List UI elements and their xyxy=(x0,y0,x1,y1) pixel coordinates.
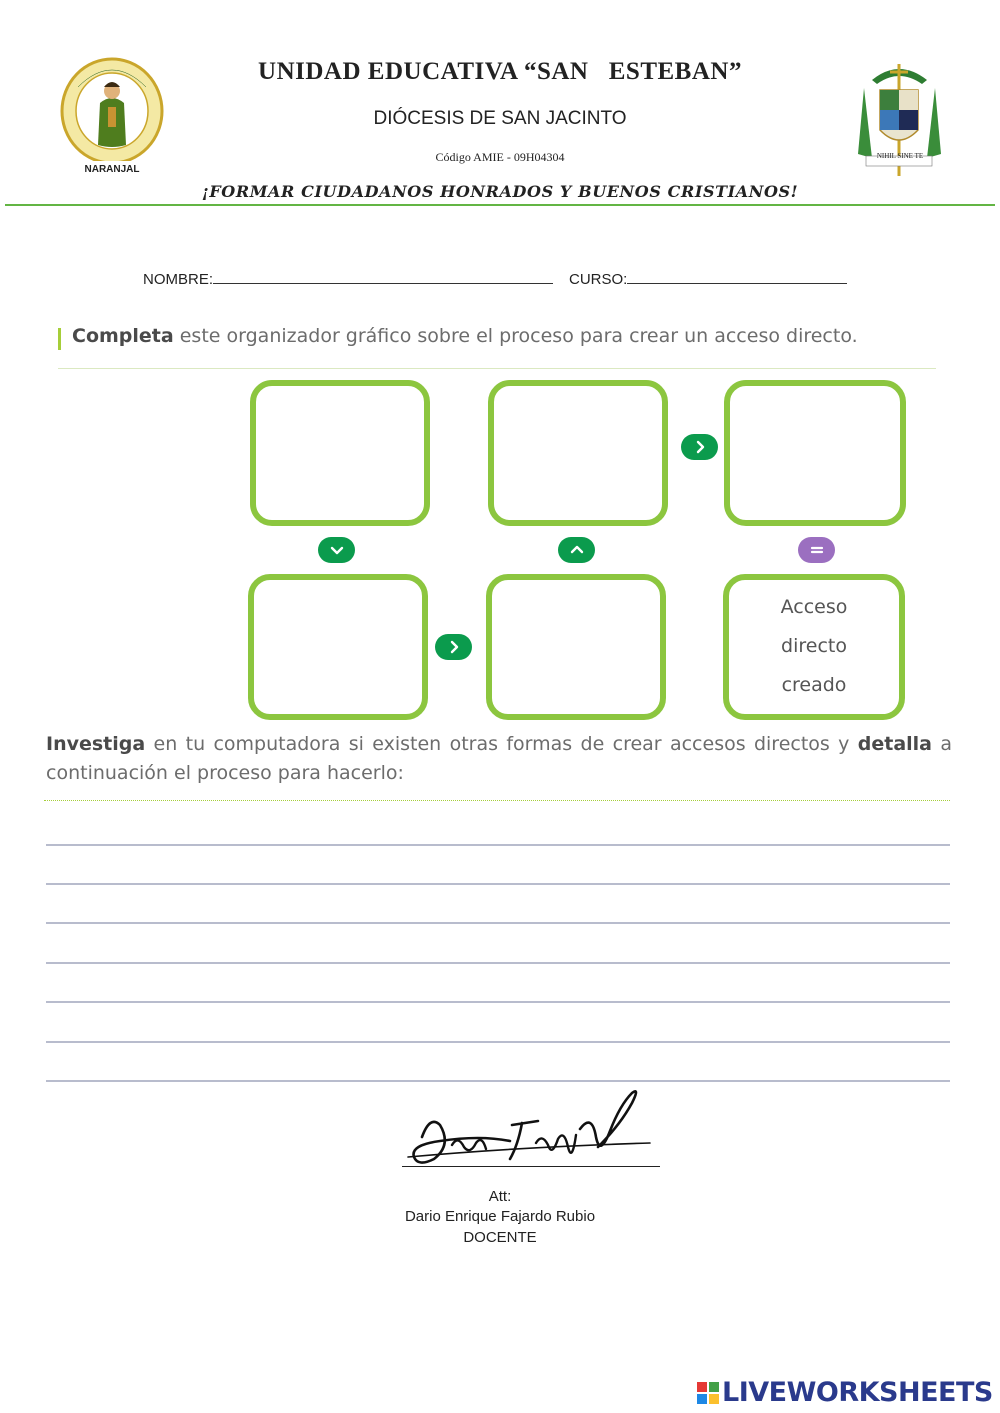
school-motto: ¡FORMAR CIUDADANOS HONRADOS Y BUENOS CRISTIANOS! xyxy=(201,182,799,201)
coat-of-arms-motto: NIHIL SINE TE xyxy=(876,152,924,160)
chevron-right-icon xyxy=(681,434,718,460)
chevron-right-icon xyxy=(435,634,472,660)
final-box-line-2: directo xyxy=(781,635,847,657)
school-crest-place: NARANJAL xyxy=(84,164,140,175)
chevron-up-icon xyxy=(558,537,595,563)
diocese-coat-of-arms-logo xyxy=(852,58,947,180)
liveworksheets-brand[interactable]: LIVEWORKSHEETS xyxy=(722,1377,993,1408)
instruction-verb-investiga: Investiga xyxy=(46,733,146,755)
instruction-divider xyxy=(58,368,936,369)
instruction-verb: Completa xyxy=(72,325,174,347)
organizer-box-2[interactable] xyxy=(488,380,668,526)
name-label: NOMBRE: xyxy=(143,271,214,288)
att-label: Att: xyxy=(488,1188,512,1205)
course-label: CURSO: xyxy=(569,271,628,288)
organizer-box-5[interactable] xyxy=(486,574,666,720)
school-name: UNIDAD EDUCATIVA “SAN ESTEBAN” xyxy=(258,58,742,85)
amie-code: Código AMIE - 09H04304 xyxy=(435,150,565,164)
teacher-signature xyxy=(400,1085,662,1175)
answer-line[interactable] xyxy=(46,883,950,885)
instruction-organizer xyxy=(72,325,858,347)
diocese-name: DIÓCESIS DE SAN JACINTO xyxy=(373,108,627,129)
instruction-verb-detalla: detalla xyxy=(857,733,932,755)
final-box-line-1: Acceso xyxy=(780,596,848,618)
instruction-research xyxy=(46,730,952,788)
header-divider xyxy=(5,204,995,206)
organizer-box-3[interactable] xyxy=(724,380,906,526)
answer-line[interactable] xyxy=(46,1041,950,1043)
answer-line[interactable] xyxy=(46,962,950,964)
organizer-box-4[interactable] xyxy=(248,574,428,720)
signature-line xyxy=(402,1166,660,1167)
instruction-text-middle: en tu computadora si existen otras formas de crear accesos directos y xyxy=(145,733,858,755)
student-fields xyxy=(143,268,847,288)
equals-icon xyxy=(798,537,835,563)
instruction-text: este organizador gráfico sobre el proceso para crear un acceso directo. xyxy=(173,325,858,347)
answer-line[interactable] xyxy=(46,1080,950,1082)
answer-line[interactable] xyxy=(46,922,950,924)
chevron-down-icon xyxy=(318,537,355,563)
liveworksheets-logo-icon xyxy=(697,1382,719,1404)
organizer-box-final xyxy=(723,574,905,720)
instruction-text-rest: a continuación el proceso para hacerlo: xyxy=(46,733,952,784)
answer-area-top-rule xyxy=(44,800,950,801)
course-input[interactable] xyxy=(627,268,847,284)
final-box-line-3: creado xyxy=(781,674,847,696)
teacher-role: DOCENTE xyxy=(463,1229,537,1246)
instruction-marker xyxy=(58,328,61,350)
organizer-box-1[interactable] xyxy=(250,380,430,526)
name-input[interactable] xyxy=(213,268,553,284)
answer-line[interactable] xyxy=(46,844,950,846)
answer-line[interactable] xyxy=(46,1001,950,1003)
teacher-name: Dario Enrique Fajardo Rubio xyxy=(404,1208,596,1225)
